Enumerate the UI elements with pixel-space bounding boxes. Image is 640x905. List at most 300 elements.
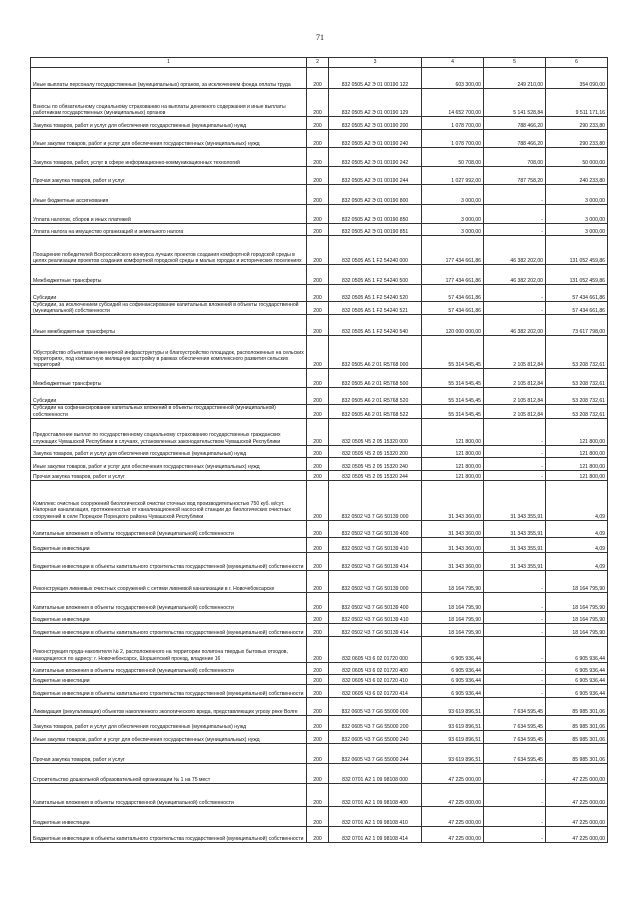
row-name-cell: Прочая закупка товаров, работ и услуг [31, 743, 307, 763]
row-remaining-cell: 3 000,00 [546, 205, 608, 224]
row-remaining-cell: 4,09 [546, 537, 608, 552]
row-code-cell: 200 [307, 537, 329, 552]
row-remaining-cell: 6 905 936,44 [546, 684, 608, 697]
header-row [31, 58, 608, 68]
table-row [31, 205, 608, 224]
row-remaining-cell: 131 052 459,86 [546, 265, 608, 285]
header-cell: 4 [422, 58, 484, 68]
row-kbk-cell: 832 0505 А2 Э 01 00190 244 [329, 167, 422, 185]
row-remaining-cell: 47 225 000,00 [546, 783, 608, 806]
row-executed-cell: - [484, 592, 546, 611]
row-amount-cell: 55 314 545,45 [422, 405, 484, 418]
table-row [31, 369, 608, 388]
table-row [31, 224, 608, 236]
row-code-cell: 200 [307, 68, 329, 89]
table-row [31, 68, 608, 89]
row-remaining-cell: 3 000,00 [546, 224, 608, 236]
row-executed-cell: 788 466,20 [484, 117, 546, 130]
row-executed-cell: 5 141 528,84 [484, 89, 546, 117]
row-name-cell: Обустройство объектами инженерной инфраструктуры и благоустройство площадок, расположенных на сельских территориях, под компактную жилищную застройку в рамках обеспечения комплексного развития сельских территорий [31, 336, 307, 369]
row-executed-cell: - [484, 674, 546, 684]
row-amount-cell: 31 343 360,00 [422, 480, 484, 520]
row-remaining-cell: 18 164 795,90 [546, 570, 608, 592]
row-name-cell: Субсидии, за исключением субсидий на софинансирование капитальных вложений в объекты государственной (муниципальной) собственности [31, 302, 307, 315]
row-name-cell: Закупка товаров, работ, услуг в сфере информационно-коммуникационных технологий [31, 148, 307, 167]
row-name-cell: Иные выплаты персоналу государственных (муниципальных) органов, за исключением фонда оплаты труда [31, 68, 307, 89]
row-executed-cell: 31 343 355,91 [484, 480, 546, 520]
header-cell: 5 [484, 58, 546, 68]
row-remaining-cell: 50 000,00 [546, 148, 608, 167]
row-name-cell: Межбюджетные трансферты [31, 265, 307, 285]
row-executed-cell: 2 105 812,84 [484, 405, 546, 418]
row-amount-cell: 177 434 661,86 [422, 236, 484, 265]
row-remaining-cell: 47 225 000,00 [546, 763, 608, 783]
row-executed-cell: - [484, 418, 546, 445]
row-code-cell: 200 [307, 369, 329, 388]
row-name-cell: Комплекс очистных сооружений биологической очистки сточных вод производительностью 750 куб. м/сут. Напорная канализация, протяженностью от канализационной насосной станции до биологических очистных сооружений в селе Порецкое Порецкого района Чувашской Республики [31, 480, 307, 520]
row-name-cell: Закупка товаров, работ и услуг для обеспечения государственных (муниципальных) нужд [31, 117, 307, 130]
row-kbk-cell: 832 0505 Ч5 2 05 15320 244 [329, 470, 422, 480]
row-kbk-cell: 832 0505 А2 Э 01 00190 129 [329, 89, 422, 117]
row-amount-cell: 1 027 992,00 [422, 167, 484, 185]
row-remaining-cell: 18 164 795,90 [546, 611, 608, 623]
row-executed-cell: 788 466,20 [484, 130, 546, 148]
row-kbk-cell: 832 0505 А2 Э 01 00190 240 [329, 130, 422, 148]
row-remaining-cell: 85 985 301,06 [546, 697, 608, 715]
row-amount-cell: 6 905 936,44 [422, 636, 484, 662]
row-amount-cell: 18 164 795,90 [422, 611, 484, 623]
row-kbk-cell: 832 0505 А2 Э 01 00190 850 [329, 205, 422, 224]
row-amount-cell: 120 000 000,00 [422, 315, 484, 336]
row-remaining-cell: 18 164 795,90 [546, 623, 608, 636]
row-kbk-cell: 832 0505 А2 Э 01 00190 851 [329, 224, 422, 236]
row-kbk-cell: 832 0505 А2 Э 01 00190 242 [329, 148, 422, 167]
table-row [31, 336, 608, 369]
row-name-cell: Предоставление выплат по государственному социальному страхованию государственных гражданских служащих Чувашской Республики в случаях, установленных законодательством Чувашской Республики [31, 418, 307, 445]
row-amount-cell: 6 905 936,44 [422, 684, 484, 697]
row-remaining-cell: 85 985 301,06 [546, 715, 608, 730]
row-kbk-cell: 832 0505 Ч5 2 05 15320 000 [329, 418, 422, 445]
row-amount-cell: 3 000,00 [422, 185, 484, 205]
row-amount-cell: 57 434 661,86 [422, 302, 484, 315]
table-row [31, 636, 608, 662]
row-name-cell: Взносы по обязательному социальному страхованию на выплаты денежного содержания и иные выплаты работникам государственных (муниципальных) органов [31, 89, 307, 117]
row-kbk-cell: 832 0505 А6 2 01 R5768 520 [329, 388, 422, 405]
row-kbk-cell: 832 0701 А2 1 09 98108 414 [329, 826, 422, 842]
row-kbk-cell: 832 0701 А2 1 09 98108 400 [329, 783, 422, 806]
table-row [31, 315, 608, 336]
row-amount-cell: 50 708,00 [422, 148, 484, 167]
row-remaining-cell: 121 800,00 [546, 457, 608, 470]
row-code-cell: 200 [307, 697, 329, 715]
row-code-cell: 200 [307, 224, 329, 236]
table-row [31, 285, 608, 302]
table-row [31, 457, 608, 470]
row-name-cell: Субсидии [31, 285, 307, 302]
row-kbk-cell: 832 0505 А5 1 F2 54240 000 [329, 236, 422, 265]
row-amount-cell: 3 000,00 [422, 224, 484, 236]
row-executed-cell: - [484, 611, 546, 623]
row-executed-cell: 31 343 355,91 [484, 537, 546, 552]
row-remaining-cell: 4,09 [546, 480, 608, 520]
row-amount-cell: 121 800,00 [422, 470, 484, 480]
row-code-cell: 200 [307, 185, 329, 205]
row-executed-cell: - [484, 826, 546, 842]
row-name-cell: Иные закупки товаров, работ и услуг для обеспечения государственных (муниципальных) нужд [31, 730, 307, 743]
table-row [31, 730, 608, 743]
row-name-cell: Иные закупки товаров, работ и услуг для обеспечения государственных (муниципальных) нужд [31, 130, 307, 148]
row-amount-cell: 31 343 360,00 [422, 537, 484, 552]
row-amount-cell: 6 905 936,44 [422, 674, 484, 684]
row-executed-cell: 708,00 [484, 148, 546, 167]
row-amount-cell: 55 314 545,45 [422, 336, 484, 369]
row-name-cell: Иные межбюджетные трансферты [31, 315, 307, 336]
row-name-cell: Уплата налога на имущество организаций и земельного налога [31, 224, 307, 236]
row-name-cell: Субсидии на софинансирование капитальных вложений в объекты государственной (муниципальной) собственности [31, 405, 307, 418]
table-row [31, 167, 608, 185]
table-row [31, 826, 608, 842]
row-kbk-cell: 832 0505 А5 1 F2 54240 520 [329, 285, 422, 302]
row-amount-cell: 3 000,00 [422, 205, 484, 224]
row-amount-cell: 55 314 545,45 [422, 369, 484, 388]
row-code-cell: 200 [307, 167, 329, 185]
row-kbk-cell: 832 0505 А2 Э 01 00190 800 [329, 185, 422, 205]
row-kbk-cell: 832 0505 А6 2 01 R5768 500 [329, 369, 422, 388]
row-amount-cell: 121 800,00 [422, 445, 484, 457]
row-amount-cell: 18 164 795,90 [422, 623, 484, 636]
row-name-cell: Бюджетные инвестиции в объекты капитального строительства государственной (муниципальной) собственности [31, 552, 307, 570]
table-row [31, 405, 608, 418]
row-code-cell: 200 [307, 418, 329, 445]
row-amount-cell: 31 343 360,00 [422, 552, 484, 570]
row-code-cell: 200 [307, 826, 329, 842]
row-code-cell: 200 [307, 117, 329, 130]
row-amount-cell: 93 619 896,51 [422, 697, 484, 715]
row-kbk-cell: 832 0605 Ч3 7 G6 55000 244 [329, 743, 422, 763]
table-row [31, 697, 608, 715]
row-code-cell: 200 [307, 205, 329, 224]
row-kbk-cell: 832 0605 Ч3 7 G6 55000 240 [329, 730, 422, 743]
row-code-cell: 200 [307, 552, 329, 570]
row-remaining-cell: 85 985 301,06 [546, 743, 608, 763]
row-code-cell: 200 [307, 662, 329, 674]
row-name-cell: Реконструкция ливневых очистных сооружений с сетями ливневой канализации в г. Новочебоксарске [31, 570, 307, 592]
row-remaining-cell: 53 208 732,61 [546, 369, 608, 388]
table-row [31, 470, 608, 480]
table-row [31, 743, 608, 763]
row-executed-cell: - [484, 783, 546, 806]
row-remaining-cell: 6 905 936,44 [546, 674, 608, 684]
row-executed-cell: - [484, 302, 546, 315]
row-executed-cell: - [484, 445, 546, 457]
page-number: 71 [316, 33, 324, 42]
row-name-cell: Закупка товаров, работ и услуг для обеспечения государственных (муниципальных) нужд [31, 445, 307, 457]
row-name-cell: Бюджетные инвестиции в объекты капитального строительства государственной (муниципальной) собственности [31, 623, 307, 636]
row-executed-cell: - [484, 806, 546, 826]
row-code-cell: 200 [307, 684, 329, 697]
table-row [31, 715, 608, 730]
row-kbk-cell: 832 0605 Ч3 6 02 01720 000 [329, 636, 422, 662]
row-remaining-cell: 290 233,80 [546, 117, 608, 130]
row-code-cell: 200 [307, 315, 329, 336]
row-remaining-cell: 47 225 000,00 [546, 806, 608, 826]
row-amount-cell: 603 300,00 [422, 68, 484, 89]
table-row [31, 236, 608, 265]
table-row [31, 674, 608, 684]
row-executed-cell: 7 634 595,45 [484, 697, 546, 715]
row-executed-cell: - [484, 457, 546, 470]
row-amount-cell: 1 078 700,00 [422, 130, 484, 148]
table-row [31, 388, 608, 405]
row-code-cell: 200 [307, 470, 329, 480]
row-remaining-cell: 47 225 000,00 [546, 826, 608, 842]
row-executed-cell: 31 343 355,91 [484, 520, 546, 537]
row-code-cell: 200 [307, 730, 329, 743]
row-executed-cell: 2 105 812,84 [484, 369, 546, 388]
row-kbk-cell: 832 0502 Ч3 7 G6 50139 410 [329, 611, 422, 623]
row-code-cell: 200 [307, 445, 329, 457]
row-remaining-cell: 121 800,00 [546, 445, 608, 457]
row-kbk-cell: 832 0605 Ч3 6 02 01720 410 [329, 674, 422, 684]
row-name-cell: Закупка товаров, работ и услуг для обеспечения государственных (муниципальных) нужд [31, 715, 307, 730]
row-kbk-cell: 832 0701 А2 1 09 98108 410 [329, 806, 422, 826]
row-executed-cell: - [484, 470, 546, 480]
row-executed-cell: - [484, 684, 546, 697]
row-code-cell: 200 [307, 520, 329, 537]
row-name-cell: Бюджетные инвестиции [31, 806, 307, 826]
row-kbk-cell: 832 0505 Ч5 2 05 15320 200 [329, 445, 422, 457]
row-amount-cell: 1 078 700,00 [422, 117, 484, 130]
row-code-cell: 200 [307, 457, 329, 470]
table-row [31, 185, 608, 205]
row-code-cell: 200 [307, 623, 329, 636]
row-name-cell: Бюджетные инвестиции в объекты капитального строительства государственной (муниципальной) собственности [31, 826, 307, 842]
row-executed-cell: 46 382 202,00 [484, 265, 546, 285]
table-row [31, 806, 608, 826]
row-executed-cell: 7 634 595,45 [484, 730, 546, 743]
table-row [31, 592, 608, 611]
row-amount-cell: 31 343 360,00 [422, 520, 484, 537]
row-amount-cell: 6 905 936,44 [422, 662, 484, 674]
row-remaining-cell: 4,09 [546, 520, 608, 537]
row-name-cell: Иные закупки товаров, работ и услуг для обеспечения государственных (муниципальных) нужд [31, 457, 307, 470]
row-executed-cell: - [484, 570, 546, 592]
row-code-cell: 200 [307, 285, 329, 302]
table-row [31, 130, 608, 148]
row-executed-cell: 46 382 202,00 [484, 315, 546, 336]
row-kbk-cell: 832 0505 Ч5 2 05 15320 240 [329, 457, 422, 470]
header-cell: 2 [307, 58, 329, 68]
row-amount-cell: 57 434 661,86 [422, 285, 484, 302]
row-remaining-cell: 121 800,00 [546, 470, 608, 480]
table-row [31, 552, 608, 570]
row-name-cell: Капитальные вложения в объекты государственной (муниципальной) собственности [31, 520, 307, 537]
table-row [31, 480, 608, 520]
table-row [31, 611, 608, 623]
row-executed-cell: - [484, 285, 546, 302]
row-remaining-cell: 354 090,00 [546, 68, 608, 89]
row-executed-cell: 787 758,20 [484, 167, 546, 185]
row-kbk-cell: 832 0605 Ч3 6 02 01720 414 [329, 684, 422, 697]
row-code-cell: 200 [307, 265, 329, 285]
budget-table [30, 57, 608, 843]
table-row [31, 662, 608, 674]
row-code-cell: 200 [307, 783, 329, 806]
row-name-cell: Бюджетные инвестиции [31, 537, 307, 552]
table-row [31, 763, 608, 783]
table-row [31, 520, 608, 537]
row-remaining-cell: 6 905 936,44 [546, 662, 608, 674]
row-name-cell: Строительство дошкольной образовательной организации № 1 на 75 мест [31, 763, 307, 783]
row-remaining-cell: 57 434 661,86 [546, 285, 608, 302]
row-code-cell: 200 [307, 130, 329, 148]
row-amount-cell: 47 225 000,00 [422, 783, 484, 806]
row-remaining-cell: 53 208 732,61 [546, 405, 608, 418]
table-row [31, 418, 608, 445]
table-row [31, 148, 608, 167]
row-remaining-cell: 290 233,80 [546, 130, 608, 148]
row-code-cell: 200 [307, 570, 329, 592]
row-name-cell: Бюджетные инвестиции [31, 674, 307, 684]
header-cell: 3 [329, 58, 422, 68]
row-kbk-cell: 832 0502 Ч3 7 G6 50139 000 [329, 480, 422, 520]
row-executed-cell: 46 382 202,00 [484, 236, 546, 265]
row-kbk-cell: 832 0502 Ч3 7 G6 50139 400 [329, 592, 422, 611]
header-cell: 1 [31, 58, 307, 68]
row-amount-cell: 121 800,00 [422, 418, 484, 445]
row-kbk-cell: 832 0505 А6 2 01 R5768 000 [329, 336, 422, 369]
row-name-cell: Уплата налогов, сборов и иных платежей [31, 205, 307, 224]
row-name-cell: Иные бюджетные ассигнования [31, 185, 307, 205]
row-name-cell: Субсидии [31, 388, 307, 405]
row-code-cell: 200 [307, 405, 329, 418]
table-row [31, 89, 608, 117]
row-remaining-cell: 4,09 [546, 552, 608, 570]
row-kbk-cell: 832 0502 Ч3 7 G6 50139 000 [329, 570, 422, 592]
row-amount-cell: 47 225 000,00 [422, 763, 484, 783]
row-remaining-cell: 6 905 936,44 [546, 636, 608, 662]
row-code-cell: 200 [307, 636, 329, 662]
row-remaining-cell: 85 985 301,06 [546, 730, 608, 743]
row-amount-cell: 121 800,00 [422, 457, 484, 470]
table-row [31, 684, 608, 697]
row-remaining-cell: 121 800,00 [546, 418, 608, 445]
row-name-cell: Поощрение победителей Всероссийского конкурса лучших проектов создания комфортной городской среды в целях реализации проектов создания комфортной городской среды в малых городах и исторических поселениях [31, 236, 307, 265]
row-name-cell: Бюджетные инвестиции в объекты капитального строительства государственной (муниципальной) собственности [31, 684, 307, 697]
row-amount-cell: 93 619 896,51 [422, 730, 484, 743]
row-amount-cell: 93 619 896,51 [422, 743, 484, 763]
row-name-cell: Прочая закупка товаров, работ и услуг [31, 167, 307, 185]
row-executed-cell: - [484, 636, 546, 662]
row-code-cell: 200 [307, 89, 329, 117]
row-executed-cell: 7 634 595,45 [484, 715, 546, 730]
row-code-cell: 200 [307, 336, 329, 369]
row-kbk-cell: 832 0502 Ч3 7 G6 50139 414 [329, 623, 422, 636]
row-remaining-cell: 57 434 661,86 [546, 302, 608, 315]
row-executed-cell: 2 105 812,84 [484, 388, 546, 405]
row-code-cell: 200 [307, 388, 329, 405]
row-kbk-cell: 832 0505 А5 1 F2 54240 540 [329, 315, 422, 336]
row-name-cell: Бюджетные инвестиции [31, 611, 307, 623]
row-code-cell: 200 [307, 763, 329, 783]
row-name-cell: Ликвидация (рекультивация) объектов накопленного экологического вреда, представляющих угрозу реке Волге [31, 697, 307, 715]
row-executed-cell: 249 210,00 [484, 68, 546, 89]
row-code-cell: 200 [307, 743, 329, 763]
table-row [31, 265, 608, 285]
header-cell: 6 [546, 58, 608, 68]
row-amount-cell: 47 225 000,00 [422, 806, 484, 826]
row-amount-cell: 177 434 661,86 [422, 265, 484, 285]
row-remaining-cell: 53 208 732,61 [546, 336, 608, 369]
row-name-cell: Капитальные вложения в объекты государственной (муниципальной) собственности [31, 662, 307, 674]
table-row [31, 302, 608, 315]
row-kbk-cell: 832 0505 А5 1 F2 54240 500 [329, 265, 422, 285]
row-remaining-cell: 240 233,80 [546, 167, 608, 185]
row-amount-cell: 18 164 795,90 [422, 592, 484, 611]
row-remaining-cell: 9 511 171,16 [546, 89, 608, 117]
row-kbk-cell: 832 0605 Ч3 7 G6 55000 000 [329, 697, 422, 715]
row-name-cell: Межбюджетные трансферты [31, 369, 307, 388]
row-kbk-cell: 832 0505 А5 1 F2 54240 521 [329, 302, 422, 315]
row-executed-cell: - [484, 205, 546, 224]
row-remaining-cell: 73 617 798,00 [546, 315, 608, 336]
table-row [31, 623, 608, 636]
row-name-cell: Прочая закупка товаров, работ и услуг [31, 470, 307, 480]
row-code-cell: 200 [307, 611, 329, 623]
row-code-cell: 200 [307, 148, 329, 167]
table-row [31, 445, 608, 457]
row-kbk-cell: 832 0502 Ч3 7 G6 50139 400 [329, 520, 422, 537]
table-row [31, 570, 608, 592]
row-code-cell: 200 [307, 715, 329, 730]
row-executed-cell: 7 634 595,45 [484, 743, 546, 763]
row-executed-cell: - [484, 224, 546, 236]
row-name-cell: Реконструкция пруда-накопителя № 2, расположенного на территории полигона твердых бытовых отходов, находящегося по адресу: г. Новочебоксарск, Шоршелский проезд, владение 16 [31, 636, 307, 662]
row-executed-cell: - [484, 763, 546, 783]
table-row [31, 117, 608, 130]
row-code-cell: 200 [307, 480, 329, 520]
row-executed-cell: 31 343 355,91 [484, 552, 546, 570]
row-code-cell: 200 [307, 674, 329, 684]
row-code-cell: 200 [307, 806, 329, 826]
row-code-cell: 200 [307, 236, 329, 265]
row-executed-cell: - [484, 185, 546, 205]
table-row [31, 783, 608, 806]
row-kbk-cell: 832 0502 Ч3 7 G6 50139 410 [329, 537, 422, 552]
row-kbk-cell: 832 0502 Ч3 7 G6 50139 414 [329, 552, 422, 570]
row-remaining-cell: 3 000,00 [546, 185, 608, 205]
row-remaining-cell: 53 208 732,61 [546, 388, 608, 405]
row-executed-cell: - [484, 623, 546, 636]
row-remaining-cell: 18 164 795,90 [546, 592, 608, 611]
row-kbk-cell: 832 0605 Ч3 7 G6 55000 200 [329, 715, 422, 730]
row-name-cell: Капитальные вложения в объекты государственной (муниципальной) собственности [31, 592, 307, 611]
row-kbk-cell: 832 0505 А2 Э 01 00190 200 [329, 117, 422, 130]
row-kbk-cell: 832 0505 А6 2 01 R5768 522 [329, 405, 422, 418]
row-amount-cell: 55 314 545,45 [422, 388, 484, 405]
row-executed-cell: 2 105 812,84 [484, 336, 546, 369]
table-row [31, 537, 608, 552]
row-code-cell: 200 [307, 592, 329, 611]
row-kbk-cell: 832 0605 Ч3 6 02 01720 400 [329, 662, 422, 674]
row-kbk-cell: 832 0505 А2 Э 01 00190 122 [329, 68, 422, 89]
row-amount-cell: 93 619 896,51 [422, 715, 484, 730]
row-name-cell: Капитальные вложения в объекты государственной (муниципальной) собственности [31, 783, 307, 806]
row-executed-cell: - [484, 662, 546, 674]
row-amount-cell: 18 164 795,90 [422, 570, 484, 592]
row-remaining-cell: 131 052 459,86 [546, 236, 608, 265]
row-amount-cell: 47 225 000,00 [422, 826, 484, 842]
